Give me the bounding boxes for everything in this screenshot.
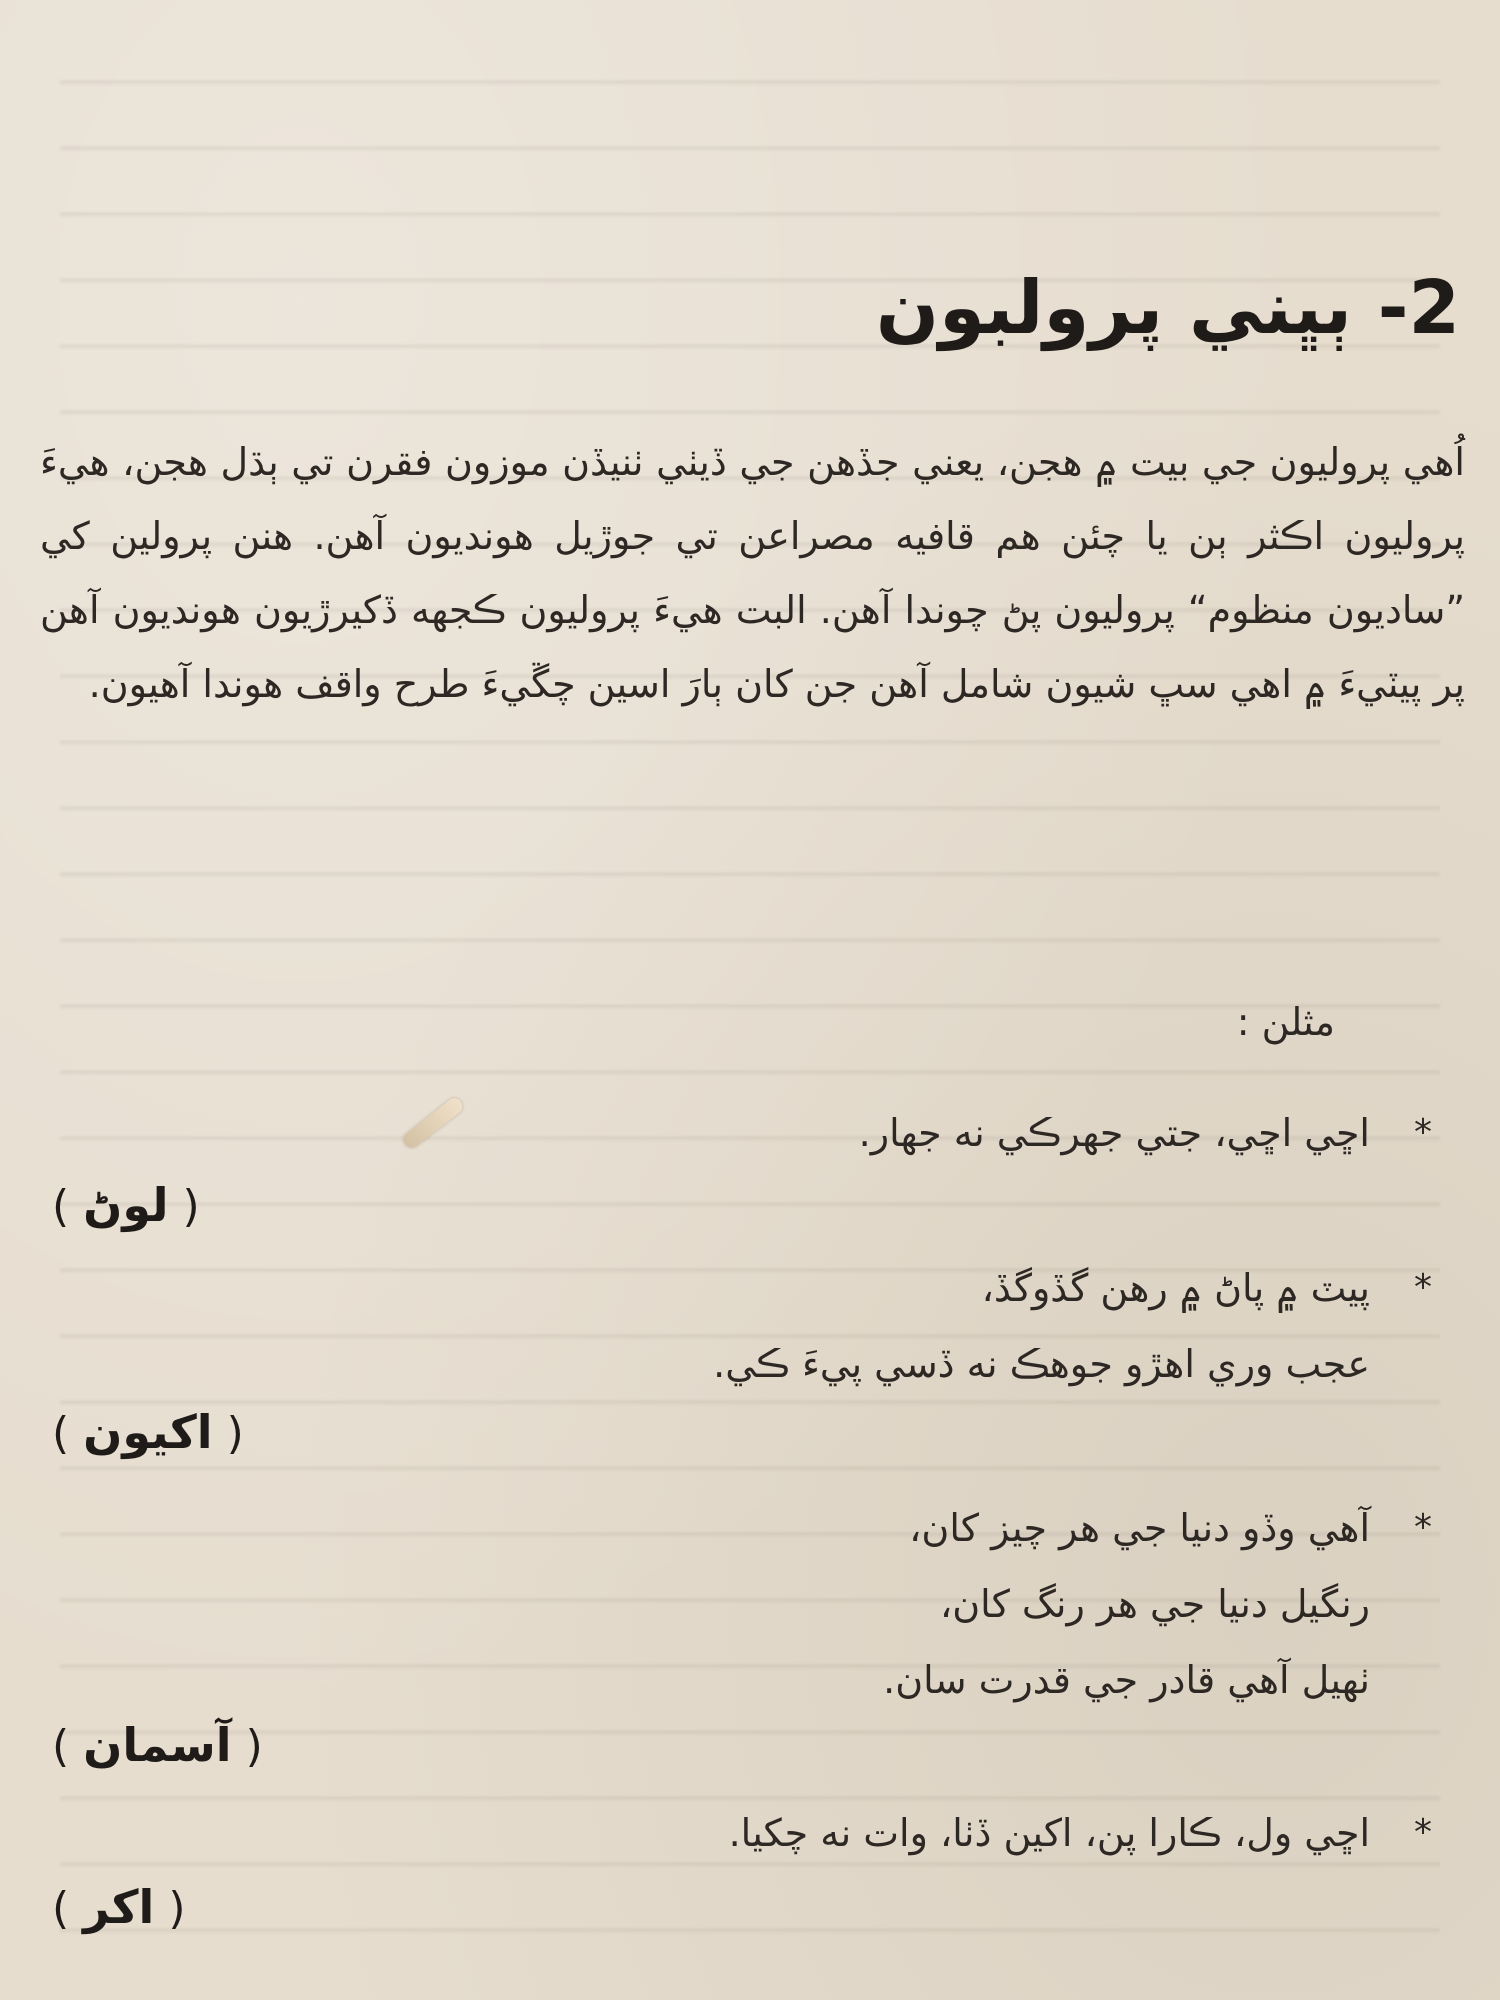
riddle-line: اڇي اڇي، جتي جهرڪي نه جهار. bbox=[858, 1111, 1370, 1155]
example-label: مثلن : bbox=[1236, 1000, 1335, 1044]
riddle-line: اڇي ول، ڪارا پن، اکين ڏٺا، وات نه چکيا. bbox=[728, 1811, 1370, 1855]
riddle-line: ٺهيل آهي قادر جي قدرت سان. bbox=[883, 1658, 1370, 1702]
bullet-icon: * bbox=[1414, 1812, 1432, 1853]
answer-word: اکر bbox=[83, 1880, 155, 1934]
bullet-icon: * bbox=[1414, 1112, 1432, 1153]
answer-word: اکيون bbox=[83, 1405, 213, 1459]
riddle-4-answer: ( اکر ) bbox=[52, 1880, 186, 1934]
riddle-line: پيٽ ۾ پاڻ ۾ رهن گڏوگڏ، bbox=[981, 1266, 1370, 1310]
answer-word: لوڻ bbox=[83, 1178, 169, 1232]
bullet-icon: * bbox=[1414, 1267, 1432, 1308]
riddle-3-answer: ( آسمان ) bbox=[52, 1718, 263, 1772]
riddle-line: رنگيل دنيا جي هر رنگ کان، bbox=[939, 1582, 1370, 1626]
riddle-2-answer: ( اکيون ) bbox=[52, 1405, 244, 1459]
answer-word: آسمان bbox=[83, 1718, 232, 1772]
bullet-icon: * bbox=[1414, 1507, 1432, 1548]
riddle-4 bbox=[728, 1795, 1432, 1871]
chapter-heading: 2- ٻڀني پرولبون bbox=[875, 265, 1460, 351]
riddle-1 bbox=[858, 1095, 1432, 1171]
riddle-line: عجب وري اهڙو جوهڪ نه ڏسي پيءَ ڪي. bbox=[713, 1342, 1370, 1386]
riddle-1-answer: ( لوڻ ) bbox=[52, 1178, 200, 1232]
riddle-3 bbox=[883, 1490, 1432, 1718]
riddle-2 bbox=[713, 1250, 1432, 1402]
body-paragraph: اُهي پروليون جي بيت ۾ هجن، يعني جڏهن جي ڏيٺي ٺنيڏن موزون فقرن تي ٻڌل هجن، هيءَ پروليون اڪثر ٻن يا چئن هم قافيه مصراعن تي جوڙيل هونديون آهن. هنن پرولين کي ”ساديون منظوم“ پروليون پڻ چوندا آهن. البت هيءَ پروليون ڪجهه ڏکيرڙيون هونديون آهن پر پيٽيءَ ۾ اهي سڀ شيون شامل آهن جن کان ٻارَ اسين چڱيءَ طرح واقف هوندا آهيون. bbox=[40, 440, 1465, 706]
riddle-line: آهي وڏو دنيا جي هر چيز کان، bbox=[909, 1506, 1370, 1550]
